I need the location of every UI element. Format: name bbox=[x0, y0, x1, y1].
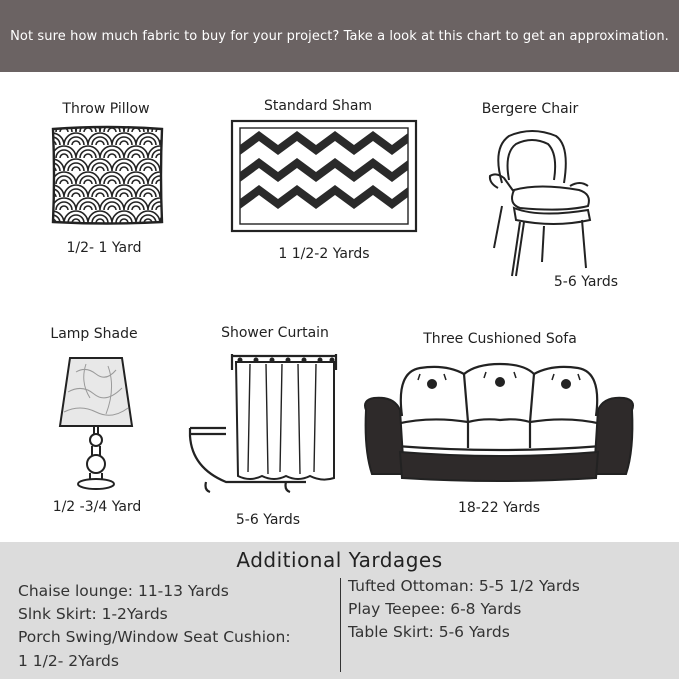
shower-curtain-yardage: 5-6 Yards bbox=[235, 512, 301, 528]
column-divider bbox=[340, 578, 341, 672]
standard-sham-title: Standard Sham bbox=[263, 98, 373, 114]
banner-text: Not sure how much fabric to buy for your project? Take a look at this chart to get an approximation. bbox=[10, 28, 669, 44]
standard-sham-icon bbox=[229, 117, 419, 234]
lamp-shade-title: Lamp Shade bbox=[50, 326, 138, 342]
bergere-chair-icon bbox=[484, 128, 598, 280]
additional-left-column bbox=[18, 580, 336, 673]
additional-item: Tufted Ottoman: 5-5 1/2 Yards bbox=[348, 577, 580, 595]
bergere-chair-yardage: 5-6 Yards bbox=[553, 274, 619, 290]
throw-pillow-title: Throw Pillow bbox=[62, 101, 150, 117]
additional-item: Table Skirt: 5-6 Yards bbox=[348, 623, 510, 642]
shower-curtain-icon bbox=[186, 348, 342, 500]
additional-yardages-panel bbox=[0, 542, 679, 679]
additional-item: Slnk Skirt: 1-2Yards bbox=[18, 605, 168, 624]
additional-yardages-title: Additional Yardages bbox=[236, 548, 443, 572]
sofa-icon bbox=[360, 360, 638, 490]
bergere-chair-title: Bergere Chair bbox=[481, 101, 579, 117]
lamp-shade-icon bbox=[56, 352, 136, 492]
top-banner bbox=[0, 0, 679, 72]
lamp-shade-yardage: 1/2 -3/4 Yard bbox=[52, 499, 142, 515]
additional-item: Chaise lounge: 11-13 Yards bbox=[18, 582, 229, 600]
sofa-title: Three Cushioned Sofa bbox=[423, 331, 577, 347]
standard-sham-yardage: 1 1/2-2 Yards bbox=[278, 246, 370, 262]
additional-item: 1 1/2- 2Yards bbox=[18, 651, 119, 670]
throw-pillow-yardage: 1/2- 1 Yard bbox=[66, 240, 142, 256]
additional-item: Porch Swing/Window Seat Cushion: bbox=[18, 628, 291, 647]
sofa-yardage: 18-22 Yards bbox=[457, 500, 541, 516]
additional-right-column bbox=[348, 575, 668, 645]
shower-curtain-title: Shower Curtain bbox=[221, 325, 329, 341]
additional-item: Play Teepee: 6-8 Yards bbox=[348, 600, 522, 619]
throw-pillow-icon bbox=[50, 125, 165, 225]
